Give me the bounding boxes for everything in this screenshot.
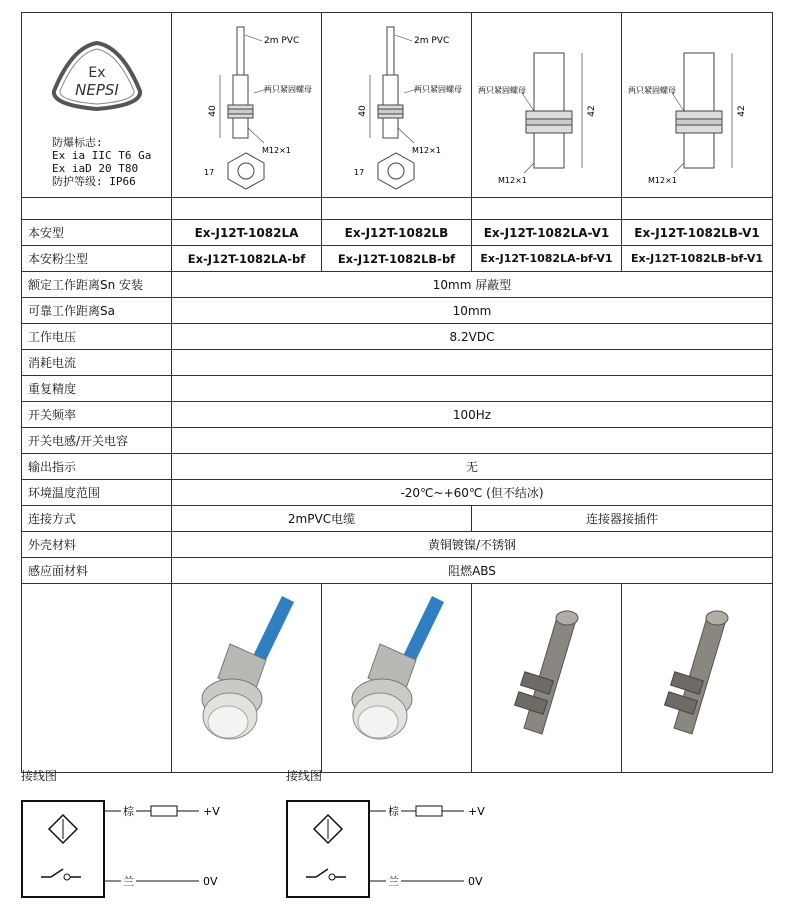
nepsi-logo <box>22 13 172 133</box>
dimension-drawing-plug <box>622 13 773 194</box>
row-value-cable: 2mPVC电缆 <box>172 506 472 532</box>
row-value <box>172 350 773 376</box>
wiring-diagram-2 <box>286 767 536 897</box>
dim-17: 17 <box>354 168 365 177</box>
row-voltage <box>22 324 773 350</box>
row-temp <box>22 480 773 506</box>
wiring-title: 接线图 <box>21 769 58 783</box>
row-dust <box>22 246 773 272</box>
row-sa <box>22 298 773 324</box>
row-label: 环境温度范围 <box>22 480 172 506</box>
row-label: 工作电压 <box>22 324 172 350</box>
drawing-row <box>22 13 773 198</box>
drawing-plug-2 <box>622 13 773 198</box>
model-cell: Ex-J12T-1082LB-bf <box>322 246 472 272</box>
marking-line-2: Ex ia IIC T6 Ga <box>52 149 152 162</box>
row-lc <box>22 428 773 454</box>
row-label: 开关电感/开关电容 <box>22 428 172 454</box>
logo-brand-text: NEPSI <box>75 81 119 99</box>
marking-line-3: Ex iaD 20 T80 <box>52 162 139 175</box>
row-label: 可靠工作距离Sa <box>22 298 172 324</box>
row-value: -20℃~+60℃ (但不结冰) <box>172 480 773 506</box>
row-label: 本安粉尘型 <box>22 246 172 272</box>
wire-plus-v: +V <box>468 805 485 818</box>
nuts-label: 两只紧固螺母 <box>414 85 462 94</box>
ex-marking <box>52 136 151 188</box>
row-label: 额定工作距离Sn 安装 <box>22 272 172 298</box>
nuts-label: 两只紧固螺母 <box>478 86 526 95</box>
row-value <box>172 376 773 402</box>
row-value: 10mm <box>172 298 773 324</box>
wiring-diagram-1 <box>21 767 271 897</box>
row-value: 8.2VDC <box>172 324 773 350</box>
wire-blue: 兰 <box>388 875 399 888</box>
row-value <box>172 428 773 454</box>
cable-label: 2m PVC <box>414 36 450 46</box>
row-value: 无 <box>172 454 773 480</box>
dimension-drawing-cable <box>322 13 472 194</box>
row-value: 10mm 屏蔽型 <box>172 272 773 298</box>
spec-table <box>21 12 773 773</box>
drawing-cable-2 <box>322 13 472 198</box>
wire-zero-v: 0V <box>203 875 218 888</box>
row-label: 输出指示 <box>22 454 172 480</box>
nuts-label: 两只紧固螺母 <box>628 86 676 95</box>
row-housing <box>22 532 773 558</box>
logo-cell <box>22 13 172 198</box>
row-label: 开关频率 <box>22 402 172 428</box>
row-current <box>22 350 773 376</box>
dimension-drawing-plug <box>472 13 622 194</box>
row-connection <box>22 506 773 532</box>
row-value: 阻燃ABS <box>172 558 773 584</box>
wire-zero-v: 0V <box>468 875 483 888</box>
thread-label: M12×1 <box>262 146 291 155</box>
row-intrinsic <box>22 220 773 246</box>
marking-line-4: 防护等级: IP66 <box>52 175 136 188</box>
row-value: 黄铜镀镍/不锈钢 <box>172 532 773 558</box>
model-cell: Ex-J12T-1082LB-V1 <box>622 220 773 246</box>
row-freq <box>22 402 773 428</box>
photo-plug-sensor <box>472 584 622 773</box>
nuts-label: 两只紧固螺母 <box>264 85 312 94</box>
model-cell: Ex-J12T-1082LB-bf-V1 <box>622 246 773 272</box>
photo-cable-sensor <box>172 584 322 773</box>
model-cell: Ex-J12T-1082LA-V1 <box>472 220 622 246</box>
row-face <box>22 558 773 584</box>
sensor-photo-plug <box>472 584 622 769</box>
thread-label: M12×1 <box>648 176 677 185</box>
wire-brown: 棕 <box>123 805 134 818</box>
photo-plug-sensor <box>622 584 773 773</box>
dim-17: 17 <box>204 168 215 177</box>
model-cell: Ex-J12T-1082LB <box>322 220 472 246</box>
logo-ex-text: Ex <box>88 65 106 81</box>
wiring-title: 接线图 <box>286 769 323 783</box>
drawing-plug-1 <box>472 13 622 198</box>
thread-label: M12×1 <box>412 146 441 155</box>
row-repeat <box>22 376 773 402</box>
row-label: 本安型 <box>22 220 172 246</box>
row-label: 消耗电流 <box>22 350 172 376</box>
sensor-photo-cable <box>322 584 472 769</box>
marking-line-1: 防爆标志: <box>52 136 103 149</box>
model-cell: Ex-J12T-1082LA <box>172 220 322 246</box>
sensor-photo-plug <box>622 584 773 769</box>
row-value: 100Hz <box>172 402 773 428</box>
dim-42: 42 <box>587 105 597 117</box>
dim-42: 42 <box>737 105 747 117</box>
thread-label: M12×1 <box>498 176 527 185</box>
sensor-photo-cable <box>172 584 322 769</box>
row-sn <box>22 272 773 298</box>
row-value-plug: 连接器接插件 <box>472 506 773 532</box>
model-cell: Ex-J12T-1082LA-bf-V1 <box>472 246 622 272</box>
wire-blue: 兰 <box>123 875 134 888</box>
photo-row <box>22 584 773 773</box>
model-cell: Ex-J12T-1082LA-bf <box>172 246 322 272</box>
drawing-cable-1 <box>172 13 322 198</box>
row-label: 外壳材料 <box>22 532 172 558</box>
photo-cable-sensor <box>322 584 472 773</box>
cable-label: 2m PVC <box>264 36 300 46</box>
dimension-drawing-cable <box>172 13 322 194</box>
row-indicator <box>22 454 773 480</box>
row-label: 感应面材料 <box>22 558 172 584</box>
dim-40: 40 <box>358 105 368 117</box>
wire-brown: 棕 <box>388 805 399 818</box>
row-label: 重复精度 <box>22 376 172 402</box>
dim-40: 40 <box>208 105 218 117</box>
spacer-row <box>22 198 773 220</box>
wire-plus-v: +V <box>203 805 220 818</box>
row-label: 连接方式 <box>22 506 172 532</box>
